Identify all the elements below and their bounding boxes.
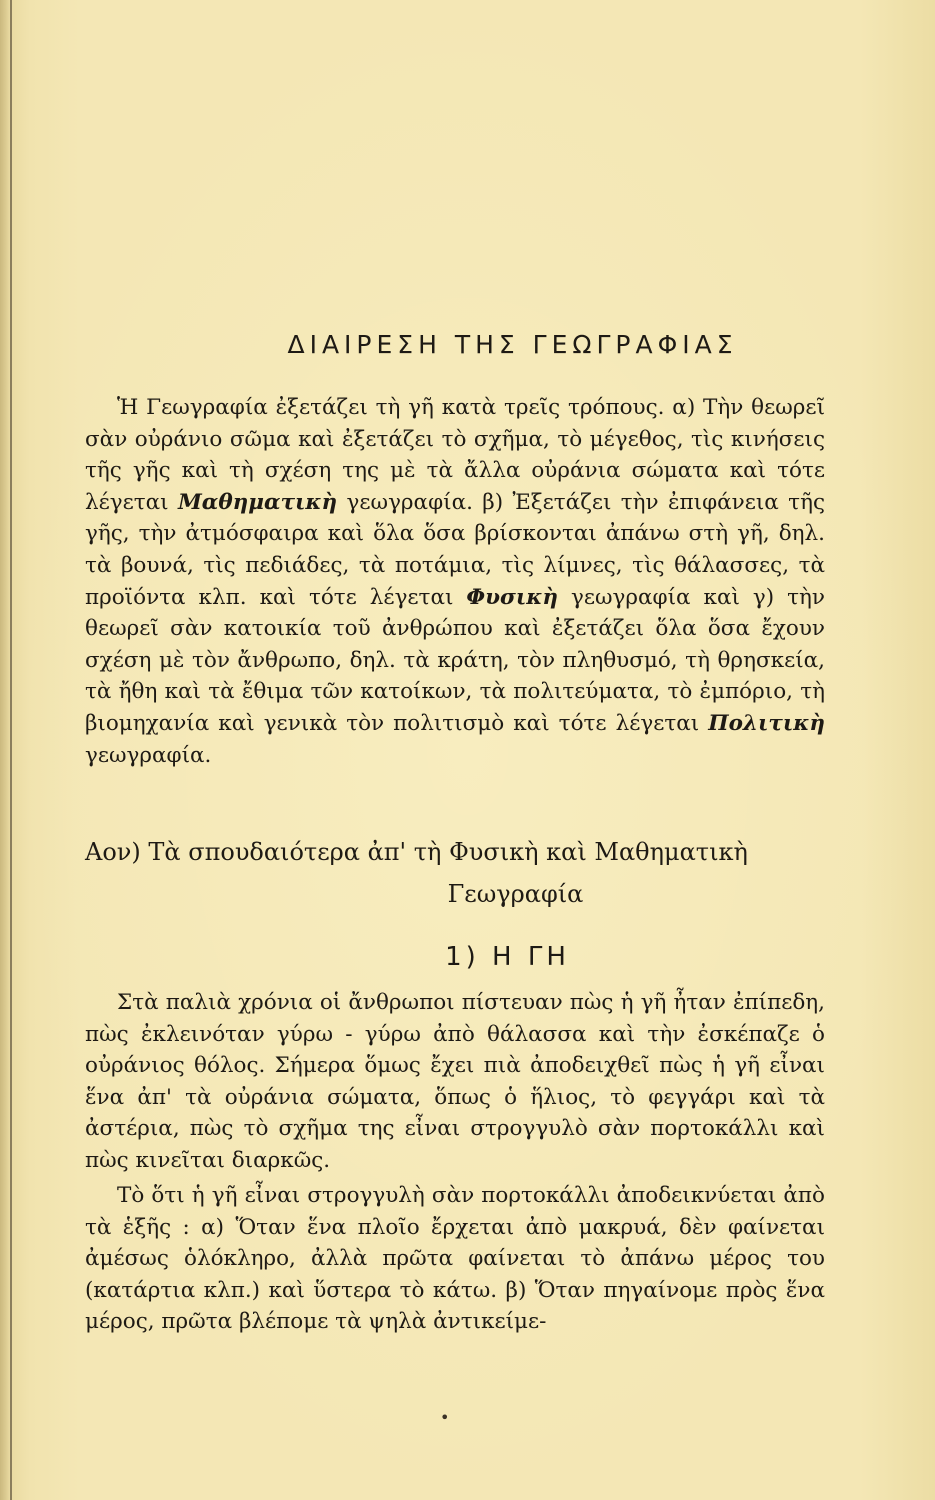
- subsection-title: 1) Η ΓΗ: [445, 942, 570, 972]
- page-edge-shadow: [0, 0, 10, 1500]
- intro-text-3: γεωγραφία καὶ γ) τὴν θεωρεῖ σὰν κατοικία τοῦ ἀνθρώπου καὶ ἐξετάζει ὅλα ὅσα ἔχουν σχέση μὲ τὸν ἄνθρωπο, δηλ. τὰ κράτη, τὸν πληθυσμό, τὴ θρησκεία, τὰ ἤθη καὶ τὰ ἔθιμα τῶν κατοίκων, τὰ πολιτεύματα, τὸ ἐμπόριο, τὴ βιομηχανία καὶ γενικὰ τὸν πολιτισμὸ καὶ τότε λέγεται: [85, 584, 825, 736]
- intro-text-1: Ἡ Γεωγραφία ἐξετάζει τὴ γῆ κατὰ τρεῖς τρόπους. α) Τὴν θεωρεῖ σὰν οὐράνιο σῶμα καὶ ἐξετάζει τὸ σχῆμα, τὸ μέγεθος, τὶς κινήσεις τῆς γῆς καὶ τὴ σχέση της μὲ τὰ ἄλλα οὐράνια σώματα καὶ τότε λέγεται: [85, 395, 825, 515]
- page-title: ΔΙΑΙΡΕΣΗ ΤΗΣ ΓΕΩΓΡΑΦΙΑΣ: [287, 330, 738, 359]
- term-political: Πολιτικὴ: [708, 710, 825, 736]
- section-heading-line-1: Αον) Τὰ σπουδαιότερα ἀπ' τὴ Φυσικὴ καὶ Μαθηματικὴ: [85, 838, 748, 866]
- intro-paragraph: [85, 392, 825, 771]
- term-mathematical: Μαθηματικὴ: [177, 489, 338, 515]
- binding-line: [10, 0, 12, 1500]
- earth-paragraph-1: Στὰ παλιὰ χρόνια οἱ ἄνθρωποι πίστευαν πὼς ἡ γῆ ἦταν ἐπίπεδη, πὼς ἐκλεινόταν γύρω - γύρω ἀπὸ θάλασσα καὶ τὴν ἐσκέπαζε ὁ οὐράνιος θόλος. Σήμερα ὅμως ἔχει πιὰ ἀποδειχθεῖ πὼς ἡ γῆ εἶναι ἕνα ἀπ' τὰ οὐράνια σώματα, ὅπως ὁ ἥλιος, τὸ φεγγάρι καὶ τὰ ἀστέρια, πὼς τὸ σχῆμα της εἶναι στρογγυλὸ σὰν πορτοκάλλι καὶ πὼς κινεῖται διαρκῶς.: [85, 990, 825, 1173]
- footer-mark: •: [440, 1408, 450, 1427]
- earth-paragraph-2: Τὸ ὅτι ἡ γῆ εἶναι στρογγυλὴ σὰν πορτοκάλλι ἀποδεικνύεται ἀπὸ τὰ ἑξῆς : α) Ὅταν ἕνα πλοῖο ἔρχεται ἀπὸ μακρυά, δὲν φαίνεται ἀμέσως ὁλόκληρο, ἀλλὰ πρῶτα φαίνεται τὸ ἀπάνω μέρος του (κατάρτια κλπ.) καὶ ὕστερα τὸ κάτω. β) Ὅταν πηγαίνομε πρὸς ἕνα μέρος, πρῶτα βλέπομε τὰ ψηλὰ ἀντικείμε-: [85, 1183, 825, 1335]
- intro-text-4: γεωγραφία.: [85, 742, 212, 768]
- intro-text-2: γεωγραφία. β) Ἐξετάζει τὴν ἐπιφάνεια τῆς γῆς, τὴν ἀτμόσφαιρα καὶ ὅλα ὅσα βρίσκονται ἀπάνω στὴ γῆ, δηλ. τὰ βουνά, τὶς πεδιάδες, τὰ ποτάμια, τὶς λίμνες, τὶς θάλασσες, τὰ προϊόντα κλπ. καὶ τότε λέγεται: [85, 489, 825, 610]
- section-heading-line-2: Γεωγραφία: [447, 880, 584, 908]
- term-physical: Φυσικὴ: [466, 584, 559, 610]
